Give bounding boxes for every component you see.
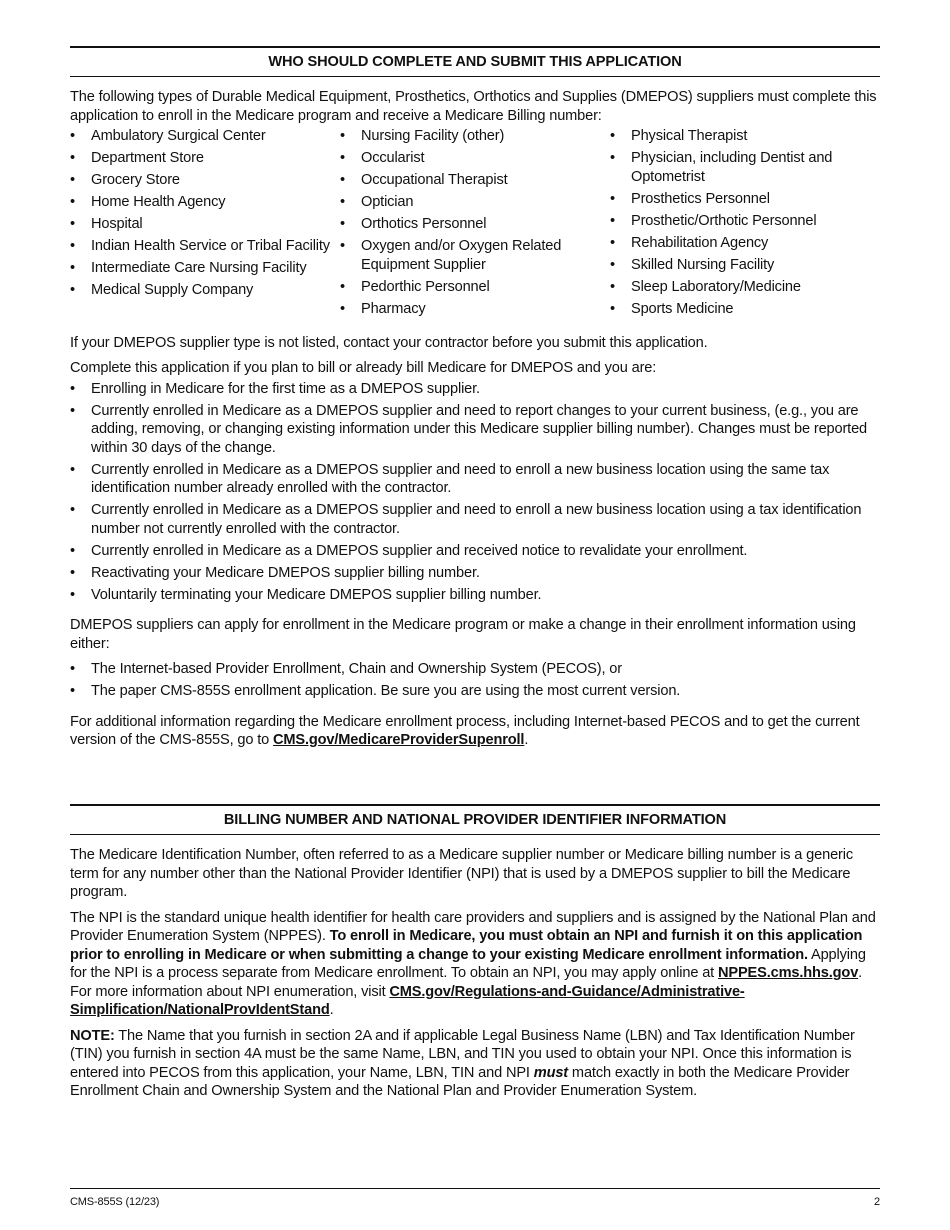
cms-enroll-link[interactable]: CMS.gov/MedicareProviderSupenroll (273, 732, 525, 748)
list-item (340, 215, 610, 234)
bullet-icon: • (610, 278, 615, 295)
apply-intro-paragraph: DMEPOS suppliers can apply for enrollment in the Medicare program or make a change in their enrollment information using either: (70, 617, 856, 652)
list-item-text: Prosthetic/Orthotic Personnel (631, 212, 817, 229)
list-item (610, 300, 880, 319)
list-item (70, 127, 340, 146)
bullet-icon: • (610, 190, 615, 207)
list-item (70, 193, 340, 212)
bullet-icon: • (70, 282, 75, 298)
list-item (70, 149, 340, 168)
list-item-text: Physical Therapist (631, 128, 748, 144)
list-item (70, 171, 340, 190)
list-item (70, 682, 880, 701)
list-item-text: Sports Medicine (631, 300, 734, 317)
bullet-icon: • (70, 661, 75, 677)
supplier-type-list (70, 127, 880, 322)
list-item-text: Prosthetics Personnel (631, 190, 770, 207)
bullet-icon: • (70, 128, 75, 144)
bullet-icon: • (70, 542, 75, 559)
list-item (70, 215, 340, 234)
bullet-icon: • (70, 172, 75, 188)
npi-paragraph (70, 909, 880, 1020)
list-item (340, 171, 610, 190)
bullet-icon: • (610, 234, 615, 251)
section-heading: WHO SHOULD COMPLETE AND SUBMIT THIS APPLICATION (70, 46, 880, 77)
list-item-text: Optician (361, 194, 414, 210)
list-item-text: The paper CMS-855S enrollment application. Be sure you are using the most current version. (91, 683, 681, 699)
list-item-text: Physician, including Dentist and Optometrist (631, 150, 833, 185)
bullet-icon: • (610, 128, 615, 144)
list-item-text: Oxygen and/or Oxygen Related Equipment Supplier (361, 238, 562, 273)
bullet-icon: • (70, 586, 75, 603)
form-id: CMS-855S (12/23) (70, 1196, 160, 1208)
bullet-icon: • (340, 238, 345, 254)
intro-paragraph: The following types of Durable Medical Equipment, Prosthetics, Orthotics and Supplies (DMEPOS) suppliers must complete this application to enroll in the Medicare program and receive a Medicare Billing number: (70, 89, 877, 124)
list-item (70, 660, 880, 679)
bullet-icon: • (340, 150, 345, 166)
note-label: NOTE: (70, 1027, 115, 1044)
not-listed-paragraph: If your DMEPOS supplier type is not listed, contact your contractor before you submit this application. (70, 334, 708, 351)
list-item (70, 237, 340, 256)
list-item (610, 190, 880, 209)
list-item (610, 278, 880, 297)
complete-if-paragraph: Complete this application if you plan to bill or already bill Medicare for DMEPOS and you are: (70, 360, 657, 376)
list-item (70, 586, 880, 605)
list-item-text: Ambulatory Surgical Center (91, 128, 266, 144)
text: For additional information regarding the Medicare enrollment process, including Internet-based PECOS and to get the current version of the CMS-855S, go to (70, 713, 860, 748)
list-item (70, 402, 880, 458)
bullet-icon: • (70, 402, 75, 419)
list-item-text: Reactivating your Medicare DMEPOS supplier billing number. (91, 564, 480, 581)
section-who-should-complete (70, 46, 880, 757)
bullet-icon: • (610, 300, 615, 317)
list-item (70, 281, 340, 300)
list-item-text: Home Health Agency (91, 194, 226, 210)
list-item-text: Hospital (91, 216, 143, 232)
supplier-column-3 (610, 127, 880, 322)
list-item-text: Grocery Store (91, 172, 180, 188)
nppes-link[interactable]: NPPES.cms.hhs.gov (717, 965, 859, 981)
list-item (340, 300, 610, 319)
list-item-text: Currently enrolled in Medicare as a DMEPOS supplier and need to enroll a new business location using a tax identification number not currently enrolled with the contractor. (91, 502, 862, 537)
list-item (70, 501, 880, 538)
bullet-icon: • (70, 260, 75, 276)
list-item-text: Pedorthic Personnel (361, 278, 490, 295)
reasons-list (70, 380, 880, 605)
list-item (610, 234, 880, 253)
text: The NPI is the standard unique health identifier for health care providers and suppliers and is assigned by the National Plan and Provider Enumeration System (NPPES). (70, 909, 876, 944)
list-item-text: Orthotics Personnel (361, 216, 487, 232)
methods-list (70, 660, 880, 701)
section-billing-number-npi (70, 804, 880, 1108)
list-item (340, 193, 610, 212)
bullet-icon: • (70, 564, 75, 581)
medicare-id-paragraph: The Medicare Identification Number, often referred to as a Medicare supplier number or Medicare billing number is a generic term for any number other than the National Provider Identifier (NPI) that is used by a DMEPOS supplier to bill the Medicare program. (70, 847, 853, 900)
bullet-icon: • (70, 461, 75, 478)
page-number: 2 (874, 1196, 880, 1208)
additional-info-paragraph (70, 713, 880, 750)
list-item (610, 127, 880, 146)
list-item-text: The Internet-based Provider Enrollment, Chain and Ownership System (PECOS), or (91, 661, 622, 677)
bullet-icon: • (70, 194, 75, 210)
list-item (70, 542, 880, 561)
bullet-icon: • (610, 256, 615, 273)
list-item-text: Enrolling in Medicare for the first time as a DMEPOS supplier. (91, 380, 480, 397)
list-item-text: Rehabilitation Agency (631, 234, 769, 251)
list-item (340, 149, 610, 168)
list-item-text: Skilled Nursing Facility (631, 256, 775, 273)
npi-standard-link[interactable]: CMS.gov/Regulations-and-Guidance/Administrative-Simplification/NationalProvIdentStand (70, 983, 745, 1018)
bullet-icon: • (340, 300, 345, 317)
list-item (70, 564, 880, 583)
bold-text: To enroll in Medicare, you must obtain an NPI and furnish it on this application prior to enrolling in Medicare or when submitting a change to your existing Medicare enrollment information. (70, 928, 863, 963)
bullet-icon: • (70, 238, 75, 254)
list-item (340, 127, 610, 146)
bullet-icon: • (340, 128, 345, 144)
list-item-text: Department Store (91, 150, 204, 166)
bullet-icon: • (340, 216, 345, 232)
list-item (70, 380, 880, 399)
bullet-icon: • (340, 278, 345, 295)
list-item (340, 278, 610, 297)
list-item-text: Occupational Therapist (361, 172, 508, 188)
bullet-icon: • (610, 212, 615, 229)
bullet-icon: • (70, 502, 75, 518)
bullet-icon: • (340, 194, 345, 210)
list-item-text: Currently enrolled in Medicare as a DMEPOS supplier and need to enroll a new business location using the same tax identification number already enrolled with the contractor. (91, 461, 830, 496)
text: . (524, 732, 529, 748)
section-heading: BILLING NUMBER AND NATIONAL PROVIDER IDENTIFIER INFORMATION (70, 804, 880, 835)
bullet-icon: • (70, 683, 75, 699)
list-item-text: Intermediate Care Nursing Facility (91, 260, 307, 276)
text: match exactly in both the Medicare Provider Enrollment Chain and Ownership System and the National Plan and Provider Enumeration System. (70, 1064, 850, 1099)
list-item (70, 259, 340, 278)
bullet-icon: • (70, 216, 75, 232)
list-item (610, 149, 880, 186)
list-item-text: Occularist (361, 150, 425, 166)
list-item-text: Pharmacy (361, 300, 426, 317)
text: . (329, 1002, 334, 1018)
list-item (610, 256, 880, 275)
bullet-icon: • (70, 150, 75, 166)
bullet-icon: • (340, 172, 345, 188)
list-item-text: Voluntarily terminating your Medicare DMEPOS supplier billing number. (91, 586, 542, 603)
note-paragraph (70, 1027, 880, 1101)
text: Applying for the NPI is a process separate from Medicare enrollment. To obtain an NPI, you may apply online at (70, 946, 866, 981)
supplier-column-2 (340, 127, 610, 322)
list-item-text: Sleep Laboratory/Medicine (631, 278, 801, 295)
page-footer (70, 1188, 880, 1212)
list-item-text: Indian Health Service or Tribal Facility (91, 238, 330, 254)
list-item-text: Medical Supply Company (91, 282, 254, 298)
bullet-icon: • (70, 380, 75, 397)
list-item-text: Currently enrolled in Medicare as a DMEPOS supplier and received notice to revalidate your enrollment. (91, 542, 748, 559)
bullet-icon: • (610, 150, 615, 166)
supplier-column-1 (70, 127, 340, 322)
list-item-text: Nursing Facility (other) (361, 128, 505, 144)
list-item (340, 237, 610, 274)
list-item (610, 212, 880, 231)
text: . For more information about NPI enumeration, visit (70, 965, 863, 1000)
list-item (70, 461, 880, 498)
emphasis-text: must (533, 1064, 569, 1081)
list-item-text: Currently enrolled in Medicare as a DMEPOS supplier and need to report changes to your current business, (e.g., you are adding, removing, or changing existing information under this Medicare supplier billing number). Changes must be reported within 30 days of the change. (91, 402, 868, 456)
text: The Name that you furnish in section 2A and if applicable Legal Business Name (LBN) and Tax Identification Number (TIN) you furnish in section 4A must be the same Name, LBN, and TIN you used to obtain your NPI. Once this information is entered into PECOS from this application, your Name, LBN, TIN and NPI (70, 1027, 855, 1081)
